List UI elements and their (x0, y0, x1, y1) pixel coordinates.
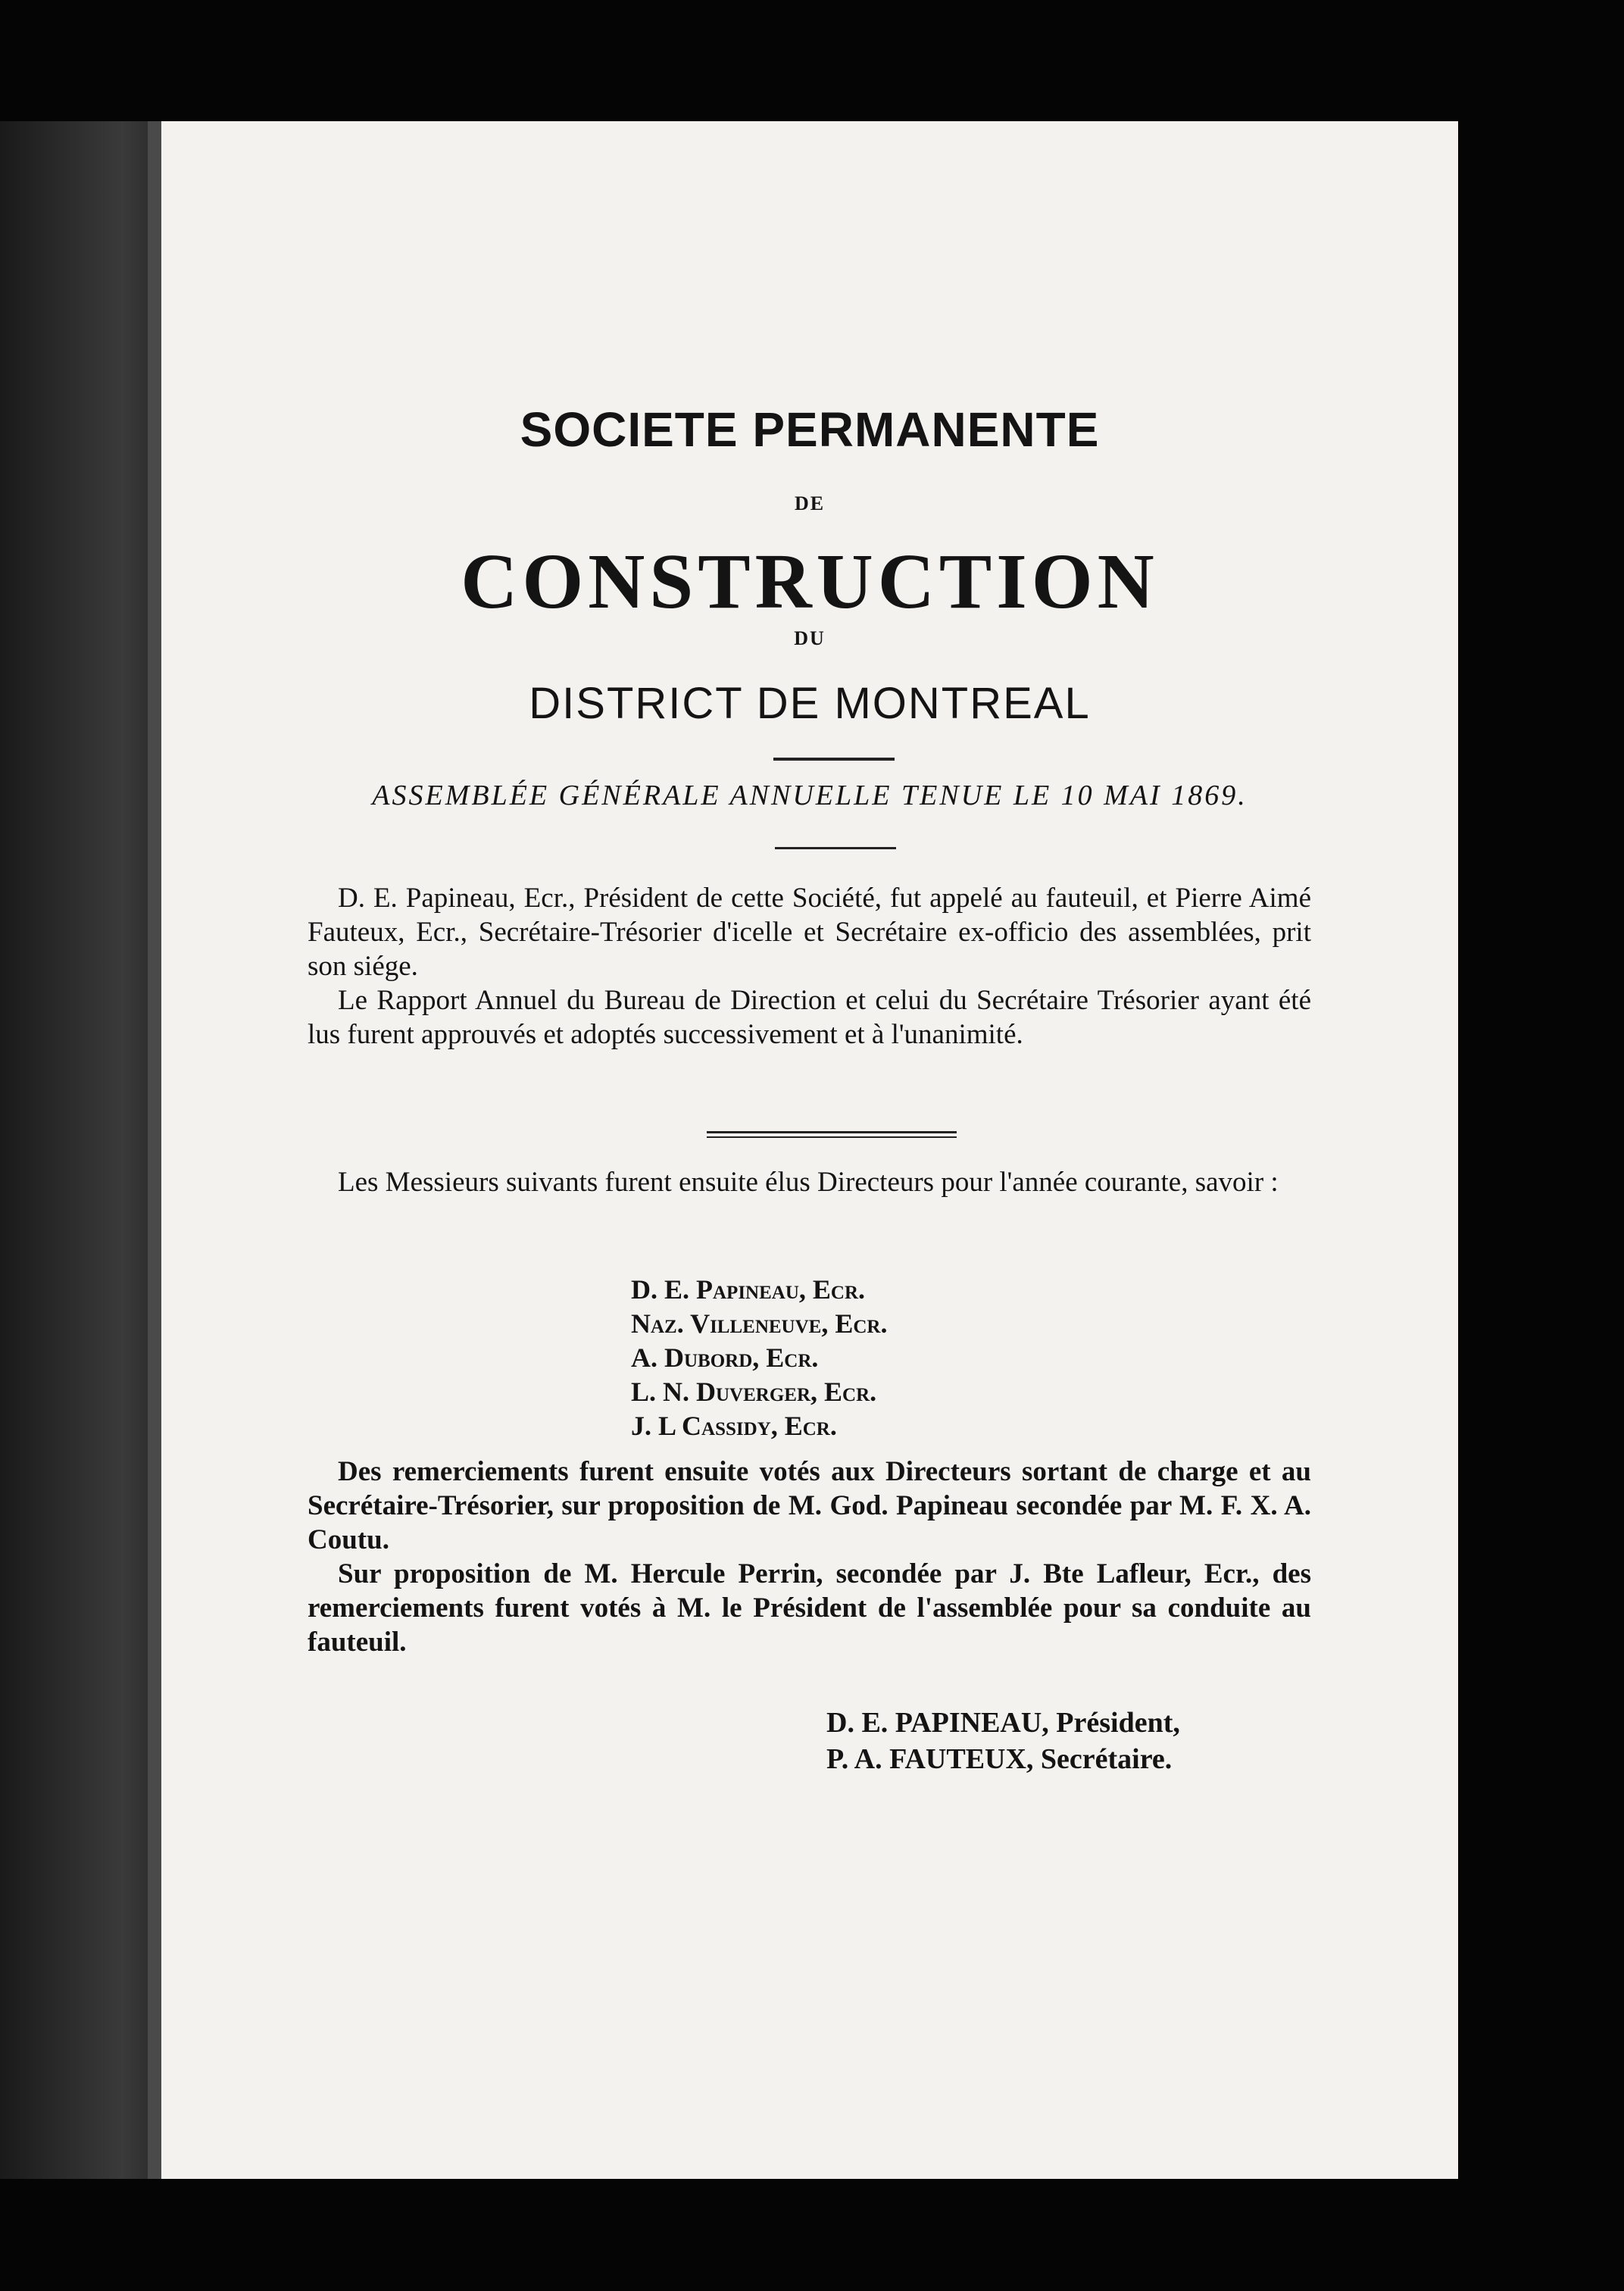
paragraph: Des remerciements furent ensuite votés aux Directeurs sortant de charge et au Secrétaire-Trésorier, sur proposition de M. God. Papineau secondée par M. F. X. A. Coutu. (308, 1456, 1311, 1555)
divider (775, 847, 896, 849)
director-name: A. Dubord, Ecr. (631, 1342, 819, 1373)
meeting-heading: ASSEMBLÉE GÉNÉRALE ANNUELLE TENUE LE 10 MAI 1869. (372, 780, 1248, 811)
title-line-1: SOCIETE PERMANENTE (520, 402, 1100, 457)
book-binding (0, 121, 163, 2179)
paragraph: Sur proposition de M. Hercule Perrin, secondée par J. Bte Lafleur, Ecr., des remerciements furent votés à M. le Président de l'assemblée pour sa conduite au fauteuil. (308, 1558, 1311, 1658)
title-line-3: CONSTRUCTION (461, 538, 1159, 625)
director-name: L. N. Duverger, Ecr. (631, 1377, 877, 1407)
title-line-5: DISTRICT DE MONTREAL (529, 679, 1091, 728)
title-line-2: DE (794, 492, 826, 514)
paragraph: Le Rapport Annuel du Bureau de Direction et celui du Secrétaire Trésorier ayant été lus furent approuvés et adoptés successivement et à l'unanimité. (308, 985, 1311, 1050)
body-section-3 (308, 1455, 1311, 1659)
divider (707, 1131, 957, 1133)
director-name: J. L Cassidy, Ecr. (631, 1411, 837, 1441)
paragraph: D. E. Papineau, Ecr., Président de cette Société, fut appelé au fauteuil, et Pierre Aimé Fauteux, Ecr., Secrétaire-Trésorier d'icelle et Secrétaire ex-officio des assemblées, prit son siége. (308, 883, 1311, 982)
divider (773, 758, 895, 761)
signature-secretary: P. A. FAUTEUX, Secrétaire. (826, 1743, 1173, 1775)
body-section-1 (308, 881, 1311, 1052)
body-section-2 (308, 1165, 1311, 1199)
director-name: Naz. Villeneuve, Ecr. (631, 1308, 888, 1339)
signature-block (826, 1705, 1180, 1777)
binding-edge (148, 121, 163, 2179)
directors-list (631, 1273, 887, 1443)
paragraph: Les Messieurs suivants furent ensuite élus Directeurs pour l'année courante, savoir : (338, 1167, 1279, 1198)
director-name: D. E. Papineau, Ecr. (631, 1274, 866, 1305)
divider (707, 1136, 957, 1138)
document-page (161, 121, 1458, 2179)
signature-president: D. E. PAPINEAU, Président, (826, 1707, 1180, 1739)
title-line-4: DU (794, 627, 826, 649)
